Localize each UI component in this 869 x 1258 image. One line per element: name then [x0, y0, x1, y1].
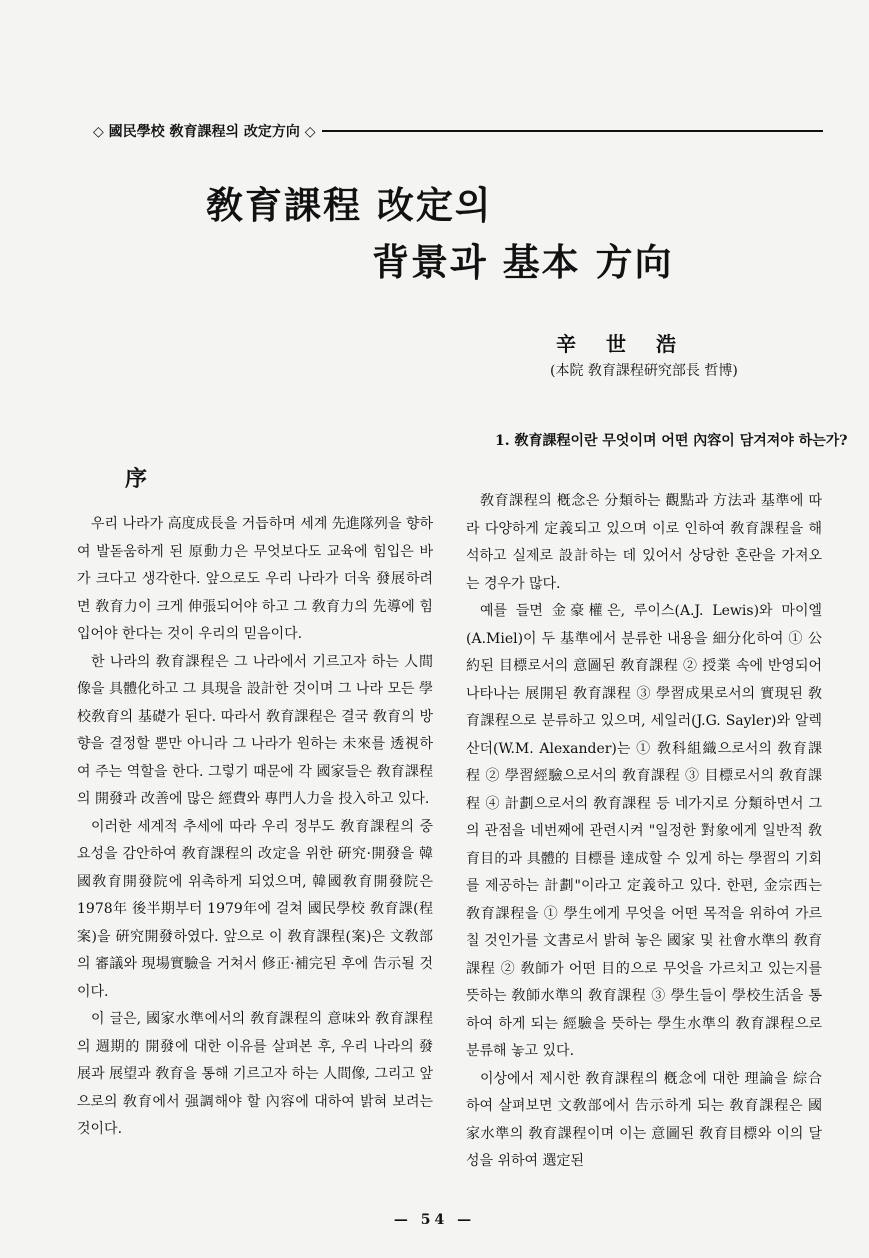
section-heading-1: 1. 敎育課程이란 무엇이며 어떤 內容이 담겨져야 하는가?: [495, 433, 848, 449]
author-name: 辛世浩: [556, 332, 706, 356]
paragraph: 우리 나라가 高度成長을 거듭하며 세계 先進隊列을 향하여 발돋움하게 된 原動力은 무엇보다도 교육에 힘입은 바가 크다고 생각한다. 앞으로도 우리 나라가 더욱 發展하려면 敎育力이 크게 伸張되어야 하고 그 敎育力의 先導에 힘입어야 한다는 것이 우리의 믿음이다.: [77, 516, 433, 642]
title-line-1: 敎育課程 改定의: [206, 183, 493, 227]
running-head-rule: [322, 130, 823, 132]
running-head-text: ◇ 國民學校 敎育課程의 改定方向 ◇: [93, 124, 316, 140]
page-number: — 54 —: [393, 1212, 476, 1228]
section-heading-preface: 序: [125, 466, 148, 492]
left-column: [77, 511, 433, 1144]
paragraph: 이 글은, 國家水準에서의 敎育課程의 意味와 敎育課程의 週期的 開發에 대한 이유를 살펴본 후, 우리 나라의 發展과 展望과 敎育을 통해 기르고자 하는 人間像, 그리고 앞으로의 敎育에서 强調해야 할 內容에 대하여 밝혀 보려는 것이다.: [77, 1011, 433, 1137]
title-line-2: 背景과 基本 方向: [372, 240, 674, 284]
paragraph: 敎育課程의 槪念은 分類하는 觀點과 方法과 基準에 따라 다양하게 定義되고 있으며 이로 인하여 敎育課程을 해석하고 실제로 設計하는 데 있어서 상당한 혼란을 가져오는 경우가 많다.: [466, 493, 822, 592]
paragraph: 예를 들면 金豪權은, 루이스(A.J. Lewis)와 마이엘(A.Miel)이 두 基準에서 분류한 내용을 細分化하여 ① 公約된 目標로서의 意圖된 敎育課程 ② 授業 속에 반영되어 나타나는 展開된 敎育課程 ③ 學習成果로서의 實現된 敎育課程으로 분류하고 있으며, 세일러(J.G. Sayler)와 알렉산더(W.M. Alexander)는 ① 敎科組織으로서의 敎育課程 ② 學習經驗으로서의 敎育課程 ③ 目標로서의 敎育課程 ④ 計劃으로서의 敎育課程 등 네가지로 分類하면서 그의 관점을 네번째에 관련시켜 "일정한 對象에게 일반적 敎育目的과 具體的 目標를 達成할 수 있게 하는 學習의 기회를 제공하는 計劃"이라고 定義하고 있다. 한편, 金宗西는 敎育課程을 ① 學生에게 무엇을 어떤 목적을 위하여 가르칠 것인가를 文書로서 밝혀 놓은 國家 및 社會水準의 敎育課程 ② 敎師가 어떤 目的으로 무엇을 가르치고 있는지를 뜻하는 敎師水準의 敎育課程 ③ 學生들이 學校生活을 통하여 하게 되는 經驗을 뜻하는 學生水準의 敎育課程으로 분류해 놓고 있다.: [466, 603, 822, 1059]
running-head: [93, 121, 823, 141]
paragraph: 이러한 세계적 추세에 따라 우리 정부도 敎育課程의 중요성을 감안하여 敎育課程의 改定을 위한 硏究·開發을 韓國敎育開發院에 위촉하게 되었으며, 韓國敎育開發院은 1978年 後半期부터 1979年에 걸쳐 國民學校 敎育課(程案)을 硏究開發하였다. 앞으로 이 敎育課程(案)은 文敎部의 審議와 現場實驗을 거쳐서 修正·補完된 후에 告示될 것이다.: [77, 818, 433, 1000]
paragraph: 이상에서 제시한 敎育課程의 槪念에 대한 理論을 綜合하여 살펴보면 文敎部에서 告示하게 되는 敎育課程은 國家水準의 敎育課程이며 이는 意圖된 敎育目標와 이의 달성을 위하여 選定된: [466, 1070, 822, 1169]
right-column: [466, 488, 822, 1176]
author-affiliation: (本院 敎育課程硏究部長 哲博): [550, 363, 738, 379]
paragraph: 한 나라의 敎育課程은 그 나라에서 기르고자 하는 人間像을 具體化하고 그 具現을 設計한 것이며 그 나라 모든 學校敎育의 基礎가 된다. 따라서 敎育課程은 결국 敎育의 방향을 결정할 뿐만 아니라 그 나라가 원하는 未來를 透視하여 주는 역할을 한다. 그렇기 때문에 각 國家들은 敎育課程의 開發과 改善에 많은 經費와 專門人力을 投入하고 있다.: [77, 653, 433, 807]
